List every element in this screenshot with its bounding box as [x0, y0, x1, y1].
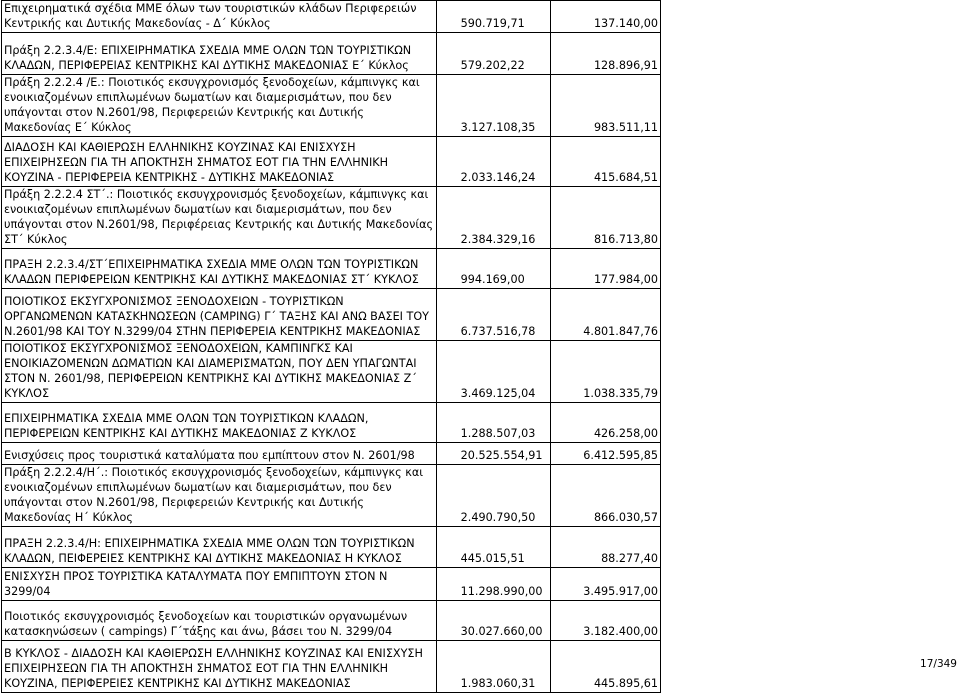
row-amount-paid: 445.895,61 — [550, 641, 660, 693]
row-description: Ποιοτικός εκσυγχρονισμός ξενοδοχείων και τουριστικών οργανωμένων κατασκηνώσεων ( campings) Γ΄τάξης και άνω, βάσει του Ν. 3299/04 — [2, 601, 437, 641]
funding-table — [1, 0, 661, 693]
row-amount-paid: 426.258,00 — [550, 403, 660, 443]
row-amount-paid: 128.896,91 — [550, 33, 660, 75]
row-amount-total: 6.737.516,78 — [436, 289, 550, 341]
row-amount-total: 30.027.660,00 — [436, 601, 550, 641]
row-description: Πράξη 2.2.2.4 /Ε.: Ποιοτικός εκσυγχρονισμός ξενοδοχείων, κάμπινγκς και ενοικιαζομένων επιπλωμένων δωματίων και διαμερισμάτων, που δεν υπάγονται στον Ν.2601/98, Περιφερειών Κεντρικής και Δυτικής Μακεδονίας Ε΄ Κύκλος — [2, 75, 437, 137]
row-amount-total: 11.298.990,00 — [436, 568, 550, 601]
row-description: Πράξη 2.2.3.4/Ε: ΕΠΙΧΕΙΡΗΜΑΤΙΚΑ ΣΧΕΔΙΑ ΜΜΕ ΟΛΩΝ ΤΩΝ ΤΟΥΡΙΣΤΙΚΩΝ ΚΛΑΔΩΝ, ΠΕΡΙΦΕΡΕΙΑΣ ΚΕΝΤΡΙΚΗΣ ΚΑΙ ΔΥΤΙΚΗΣ ΜΑΚΕΔΟΝΙΑΣ Ε΄ Κύκλος — [2, 33, 437, 75]
row-amount-paid: 3.182.400,00 — [550, 601, 660, 641]
row-amount-total: 445.015,51 — [436, 527, 550, 568]
table-row — [2, 289, 661, 341]
row-amount-total: 20.525.554,91 — [436, 443, 550, 465]
row-description: ΠΡΑΞΗ 2.2.3.4/ΣΤ΄ΕΠΙΧΕΙΡΗΜΑΤΙΚΑ ΣΧΕΔΙΑ ΜΜΕ ΟΛΩΝ ΤΩΝ ΤΟΥΡΙΣΤΙΚΩΝ ΚΛΑΔΩΝ ΠΕΡΙΦΕΡΕΙΩΝ ΚΕΝΤΡΙΚΗΣ ΚΑΙ ΔΥΤΙΚΗΣ ΜΑΚΕΔΟΝΙΑΣ ΣΤ΄ ΚΥΚΛΟΣ — [2, 249, 437, 289]
table-row — [2, 443, 661, 465]
row-description: Επιχειρηματικά σχέδια ΜΜΕ όλων των τουριστικών κλάδων Περιφερειών Κεντρικής και Δυτικής Μακεδονίας - Δ΄ Κύκλος — [2, 1, 437, 33]
row-amount-paid: 137.140,00 — [550, 1, 660, 33]
row-description: Ενισχύσεις προς τουριστικά καταλύματα που εμπίπτουν στον Ν. 2601/98 — [2, 443, 437, 465]
row-description: ΠΟΙΟΤΙΚΟΣ ΕΚΣΥΓΧΡΟΝΙΣΜΟΣ ΞΕΝΟΔΟΧΕΙΩΝ - ΤΟΥΡΙΣΤΙΚΩΝ ΟΡΓΑΝΩΜΕΝΩΝ ΚΑΤΑΣΚΗΝΩΣΕΩΝ (CAMPING) Γ΄ ΤΑΞΗΣ ΚΑΙ ΑΝΩ ΒΑΣΕΙ ΤΟΥ Ν.2601/98 ΚΑΙ ΤΟΥ Ν.3299/04 ΣΤΗΝ ΠΕΡΙΦΕΡΕΙΑ ΚΕΝΤΡΙΚΗΣ ΜΑΚΕΔΟΝΙΑΣ — [2, 289, 437, 341]
page-number: 17/349 — [920, 658, 957, 670]
row-description: ΠΟΙΟΤΙΚΟΣ ΕΚΣΥΓΧΡΟΝΙΣΜΟΣ ΞΕΝΟΔΟΧΕΙΩΝ, ΚΑΜΠΙΝΓΚΣ ΚΑΙ ΕΝΟΙΚΙΑΖΟΜΕΝΩΝ ΔΩΜΑΤΙΩΝ ΚΑΙ ΔΙΑΜΕΡΙΣΜΑΤΩΝ, ΠΟΥ ΔΕΝ ΥΠΑΓΩΝΤΑΙ ΣΤΟΝ Ν. 2601/98, ΠΕΡΙΦΕΡΕΙΩΝ ΚΕΝΤΡΙΚΗΣ ΚΑΙ ΔΥΤΙΚΗΣ ΜΑΚΕΔΟΝΙΑΣ Ζ΄ ΚΥΚΛΟΣ — [2, 341, 437, 403]
row-description: ΔΙΑΔΟΣΗ ΚΑΙ ΚΑΘΙΕΡΩΣΗ ΕΛΛΗΝΙΚΗΣ ΚΟΥΖΙΝΑΣ ΚΑΙ ΕΝΙΣΧΥΣΗ ΕΠΙΧΕΙΡΗΣΕΩΝ ΓΙΑ ΤΗ ΑΠΟΚΤΗΣΗ ΣΗΜΑΤΟΣ ΕΟΤ ΓΙΑ ΤΗΝ ΕΛΛΗΝΙΚΗ ΚΟΥΖΙΝΑ - ΠΕΡΙΦΕΡΕΙΑ ΚΕΝΤΡΙΚΗΣ - ΔΥΤΙΚΗΣ ΜΑΚΕΔΟΝΙΑΣ — [2, 137, 437, 187]
table-row — [2, 187, 661, 249]
row-amount-paid: 88.277,40 — [550, 527, 660, 568]
row-amount-total: 3.127.108,35 — [436, 75, 550, 137]
row-amount-total: 590.719,71 — [436, 1, 550, 33]
table-row — [2, 341, 661, 403]
table-row — [2, 249, 661, 289]
row-amount-total: 2.490.790,50 — [436, 465, 550, 527]
row-amount-total: 1.983.060,31 — [436, 641, 550, 693]
row-amount-total: 2.033.146,24 — [436, 137, 550, 187]
row-amount-paid: 3.495.917,00 — [550, 568, 660, 601]
row-description: Πράξη 2.2.2.4 ΣΤ΄.: Ποιοτικός εκσυγχρονισμός ξενοδοχείων, κάμπινγκς και ενοικιαζομένων επιπλωμένων δωματίων και διαμερισμάτων, που δεν υπάγονται στον Ν.2601/98, Περιφέρειας Κεντρικής και Δυτικής Μακεδονίας ΣΤ΄ Κύκλος — [2, 187, 437, 249]
row-description: Πράξη 2.2.2.4/Η΄.: Ποιοτικός εκσυγχρονισμός ξενοδοχείων, κάμπινγκς και ενοικιαζομένων επιπλωμένων δωματίων και διαμερισμάτων, που δεν υπάγονται στον Ν.2601/98, Περιφερειών Κεντρικής και Δυτικής Μακεδονίας Η΄ Κύκλος — [2, 465, 437, 527]
row-amount-total: 1.288.507,03 — [436, 403, 550, 443]
row-amount-paid: 415.684,51 — [550, 137, 660, 187]
table-row — [2, 75, 661, 137]
row-amount-paid: 866.030,57 — [550, 465, 660, 527]
row-amount-paid: 177.984,00 — [550, 249, 660, 289]
table-row — [2, 1, 661, 33]
row-amount-total: 994.169,00 — [436, 249, 550, 289]
row-amount-paid: 6.412.595,85 — [550, 443, 660, 465]
table-row — [2, 403, 661, 443]
row-amount-paid: 1.038.335,79 — [550, 341, 660, 403]
row-description: Β ΚΥΚΛΟΣ - ΔΙΑΔΟΣΗ ΚΑΙ ΚΑΘΙΕΡΩΣΗ ΕΛΛΗΝΙΚΗΣ ΚΟΥΖΙΝΑΣ ΚΑΙ ΕΝΙΣΧΥΣΗ ΕΠΙΧΕΙΡΗΣΕΩΝ ΓΙΑ ΤΗ ΑΠΟΚΤΗΣΗ ΣΗΜΑΤΟΣ ΕΟΤ ΓΙΑ ΤΗΝ ΕΛΛΗΝΙΚΗ ΚΟΥΖΙΝΑ, ΠΕΡΙΦΕΡΕΙΕΣ ΚΕΝΤΡΙΚΗΣ ΚΑΙ ΔΥΤΙΚΗΣ ΜΑΚΕΔΟΝΙΑΣ — [2, 641, 437, 693]
row-amount-paid: 983.511,11 — [550, 75, 660, 137]
table-row — [2, 601, 661, 641]
row-amount-total: 2.384.329,16 — [436, 187, 550, 249]
table-row — [2, 568, 661, 601]
table-row — [2, 641, 661, 693]
table-row — [2, 137, 661, 187]
table-row — [2, 527, 661, 568]
table-row — [2, 465, 661, 527]
row-amount-paid: 4.801.847,76 — [550, 289, 660, 341]
row-description: ΠΡΑΞΗ 2.2.3.4/Η: ΕΠΙΧΕΙΡΗΜΑΤΙΚΑ ΣΧΕΔΙΑ ΜΜΕ ΟΛΩΝ ΤΩΝ ΤΟΥΡΙΣΤΙΚΩΝ ΚΛΑΔΩΝ, ΠΕΙΦΕΡΕΙΕΣ ΚΕΝΤΡΙΚΗΣ ΚΑΙ ΔΥΤΙΚΗΣ ΜΑΚΕΔΟΝΙΑΣ Η ΚΥΚΛΟΣ — [2, 527, 437, 568]
row-amount-total: 579.202,22 — [436, 33, 550, 75]
row-description: ΕΠΙΧΕΙΡΗΜΑΤΙΚΑ ΣΧΕΔΙΑ ΜΜΕ ΟΛΩΝ ΤΩΝ ΤΟΥΡΙΣΤΙΚΩΝ ΚΛΑΔΩΝ, ΠΕΡΙΦΕΡΕΙΩΝ ΚΕΝΤΡΙΚΗΣ ΚΑΙ ΔΥΤΙΚΗΣ ΜΑΚΕΔΟΝΙΑΣ Ζ ΚΥΚΛΟΣ — [2, 403, 437, 443]
row-amount-paid: 816.713,80 — [550, 187, 660, 249]
row-description: ΕΝΙΣΧΥΣΗ ΠΡΟΣ ΤΟΥΡΙΣΤΙΚΑ ΚΑΤΑΛΥΜΑΤΑ ΠΟΥ ΕΜΠΙΠΤΟΥΝ ΣΤΟΝ Ν 3299/04 — [2, 568, 437, 601]
table-row — [2, 33, 661, 75]
row-amount-total: 3.469.125,04 — [436, 341, 550, 403]
